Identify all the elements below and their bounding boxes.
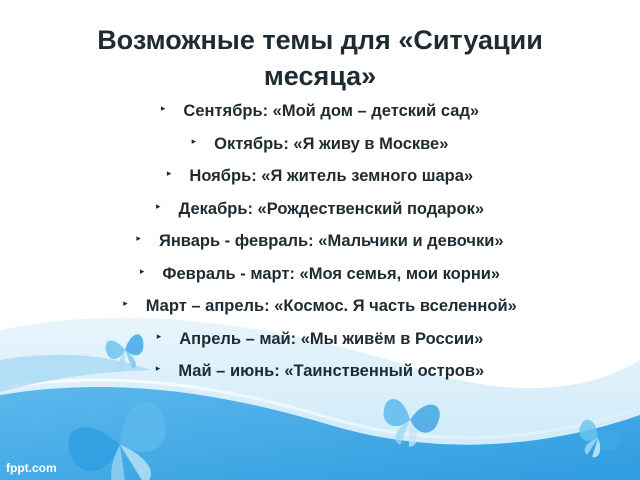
bullet-icon: ▸ — [155, 363, 161, 374]
list-item — [0, 95, 640, 128]
list-item-text: Октябрь: «Я живу в Москве» — [214, 134, 449, 153]
bullet-icon: ▸ — [139, 265, 145, 276]
bullet-icon: ▸ — [166, 168, 172, 179]
bullet-icon: ▸ — [160, 103, 166, 114]
bullet-icon: ▸ — [191, 135, 197, 146]
bullet-icon: ▸ — [123, 298, 128, 309]
list-item-text: Апрель – май: «Мы живём в России» — [179, 329, 484, 348]
list-item — [0, 355, 640, 388]
watermark: fppt.com — [6, 461, 57, 475]
bullet-icon: ▸ — [136, 233, 141, 244]
list-item — [0, 128, 640, 161]
list-item-text: Сентябрь: «Мой дом – детский сад» — [183, 102, 480, 120]
list-item — [0, 323, 640, 356]
list-item — [0, 160, 640, 193]
list-item — [0, 258, 640, 291]
list-item-text: Февраль - март: «Моя семья, мои корни» — [162, 264, 501, 283]
bullet-icon: ▸ — [155, 200, 161, 211]
list-item — [0, 225, 640, 258]
list-item-text: Декабрь: «Рождественский подарок» — [178, 199, 485, 218]
list-item-text: Март – апрель: «Космос. Я часть вселенной» — [145, 297, 517, 315]
list-item — [0, 193, 640, 226]
list-item-text: Ноябрь: «Я житель земного шара» — [189, 167, 474, 185]
topic-list — [0, 95, 640, 388]
list-item-text: Май – июнь: «Таинственный остров» — [178, 362, 485, 380]
slide-title: Возможные темы для «Ситуации месяца» — [97, 25, 543, 91]
list-item — [0, 290, 640, 323]
bullet-icon: ▸ — [156, 330, 162, 341]
list-item-text: Январь - февраль: «Мальчики и девочки» — [158, 232, 504, 250]
